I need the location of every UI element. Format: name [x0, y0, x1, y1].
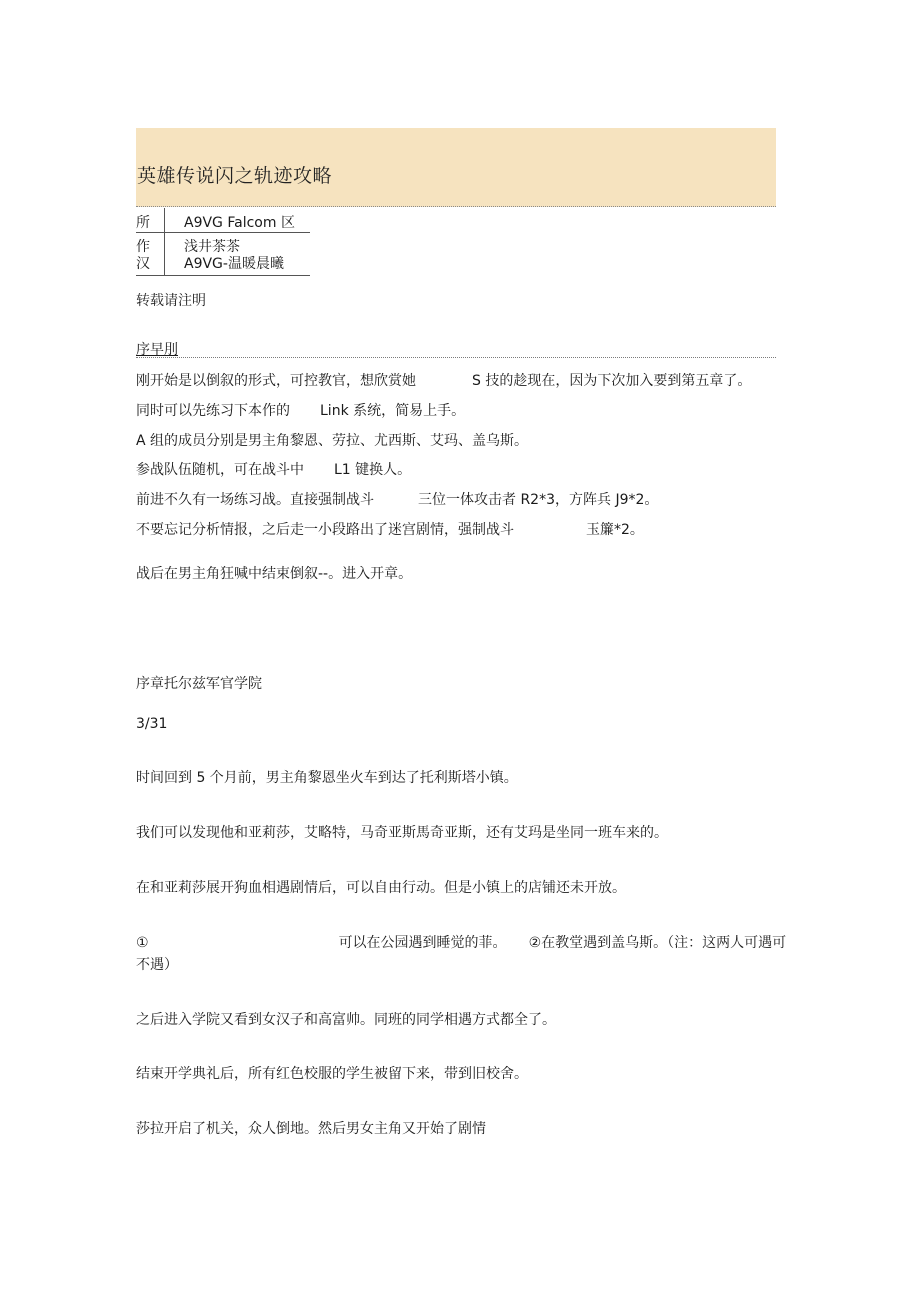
meta-translator-value: A9VG-温暖晨曦	[184, 256, 284, 272]
paragraph-text: 可以在公园遇到睡觉的菲。	[338, 935, 507, 951]
meta-source-value: A9VG Falcom 区	[184, 215, 295, 231]
prologue-line-text: A 组的成员分别是男主角黎恩、劳拉、尤西斯、艾玛、盖乌斯。	[136, 433, 529, 449]
meta-divider	[164, 253, 165, 275]
prologue-line	[136, 400, 465, 420]
meta-author-value: 浅井茶茶	[184, 239, 240, 255]
paragraph-continuation: 不遇）	[136, 957, 178, 973]
paragraph: 时间回到 5 个月前，男主角黎恩坐火车到达了托利斯塔小镇。	[136, 770, 518, 786]
prologue-line-text: 玉簾*2。	[586, 522, 644, 538]
prologue-line-text: 前进不久有一场练习战。直接强制战斗	[136, 492, 374, 508]
prologue-line	[136, 430, 528, 450]
prologue-line	[136, 519, 644, 539]
prologue-ending: 战后在男主角狂喊中结束倒叙--。进入开章。	[136, 566, 413, 582]
prologue-line	[136, 489, 658, 509]
meta-author-label: 作	[136, 239, 150, 255]
document-title: 英雄传说闪之轨迹攻略	[137, 165, 333, 187]
chapter-date: 3/31	[136, 716, 168, 732]
paragraph: 我们可以发现他和亚莉莎，艾略特，马奇亚斯馬奇亚斯，还有艾玛是坐同一班车来的。	[136, 825, 668, 841]
circled-number: ①	[136, 935, 149, 951]
prologue-line-text: Link 系统，简易上手。	[320, 403, 466, 419]
meta-divider	[164, 208, 165, 232]
paragraph: 莎拉开启了机关，众人倒地。然后男女主角又开始了剧情	[136, 1121, 486, 1137]
meta-table	[136, 208, 310, 276]
prologue-line-text: 不要忘记分析情报，之后走一小段路出了迷宫剧情，强制战斗	[136, 522, 514, 538]
meta-row-translator	[136, 253, 310, 276]
paragraph-text: ②在教堂遇到盖乌斯。（注：这两人可遇可	[528, 935, 787, 951]
prologue-line-text: 参战队伍随机，可在战斗中	[136, 462, 304, 478]
prologue-line-text: S 技的趁现在，因为下次加入要到第五章了。	[472, 373, 752, 389]
paragraph: 在和亚莉莎展开狗血相遇剧情后，可以自由行动。但是小镇上的店铺还未开放。	[136, 880, 626, 896]
prologue-heading	[136, 339, 776, 358]
meta-source-label: 所	[136, 215, 150, 231]
prologue-line	[136, 459, 411, 479]
prologue-line-text: 同时可以先练习下本作的	[136, 403, 290, 419]
prologue-line-text: 刚开始是以倒叙的形式，可控教官，想欣赏她	[136, 373, 416, 389]
prologue-line-text: L1 键换人。	[334, 462, 412, 478]
paragraph: 结束开学典礼后，所有红色校服的学生被留下来，带到旧校舍。	[136, 1066, 528, 1082]
repost-notice: 转载请注明	[136, 293, 206, 309]
prologue-line	[136, 370, 751, 390]
paragraph: 之后进入学院又看到女汉子和高富帅。同班的同学相遇方式都全了。	[136, 1012, 556, 1028]
prologue-heading-text: 序早刖	[136, 342, 178, 358]
title-banner	[136, 128, 776, 207]
meta-translator-label: 汉	[136, 256, 150, 272]
meta-divider	[164, 233, 165, 253]
meta-row-author	[136, 233, 310, 253]
prologue-line-text: 三位一体攻击者 R2*3，方阵兵 J9*2。	[418, 492, 659, 508]
paragraph	[136, 932, 786, 952]
chapter-heading: 序章托尔兹军官学院	[136, 676, 262, 692]
meta-row-source	[136, 208, 310, 233]
